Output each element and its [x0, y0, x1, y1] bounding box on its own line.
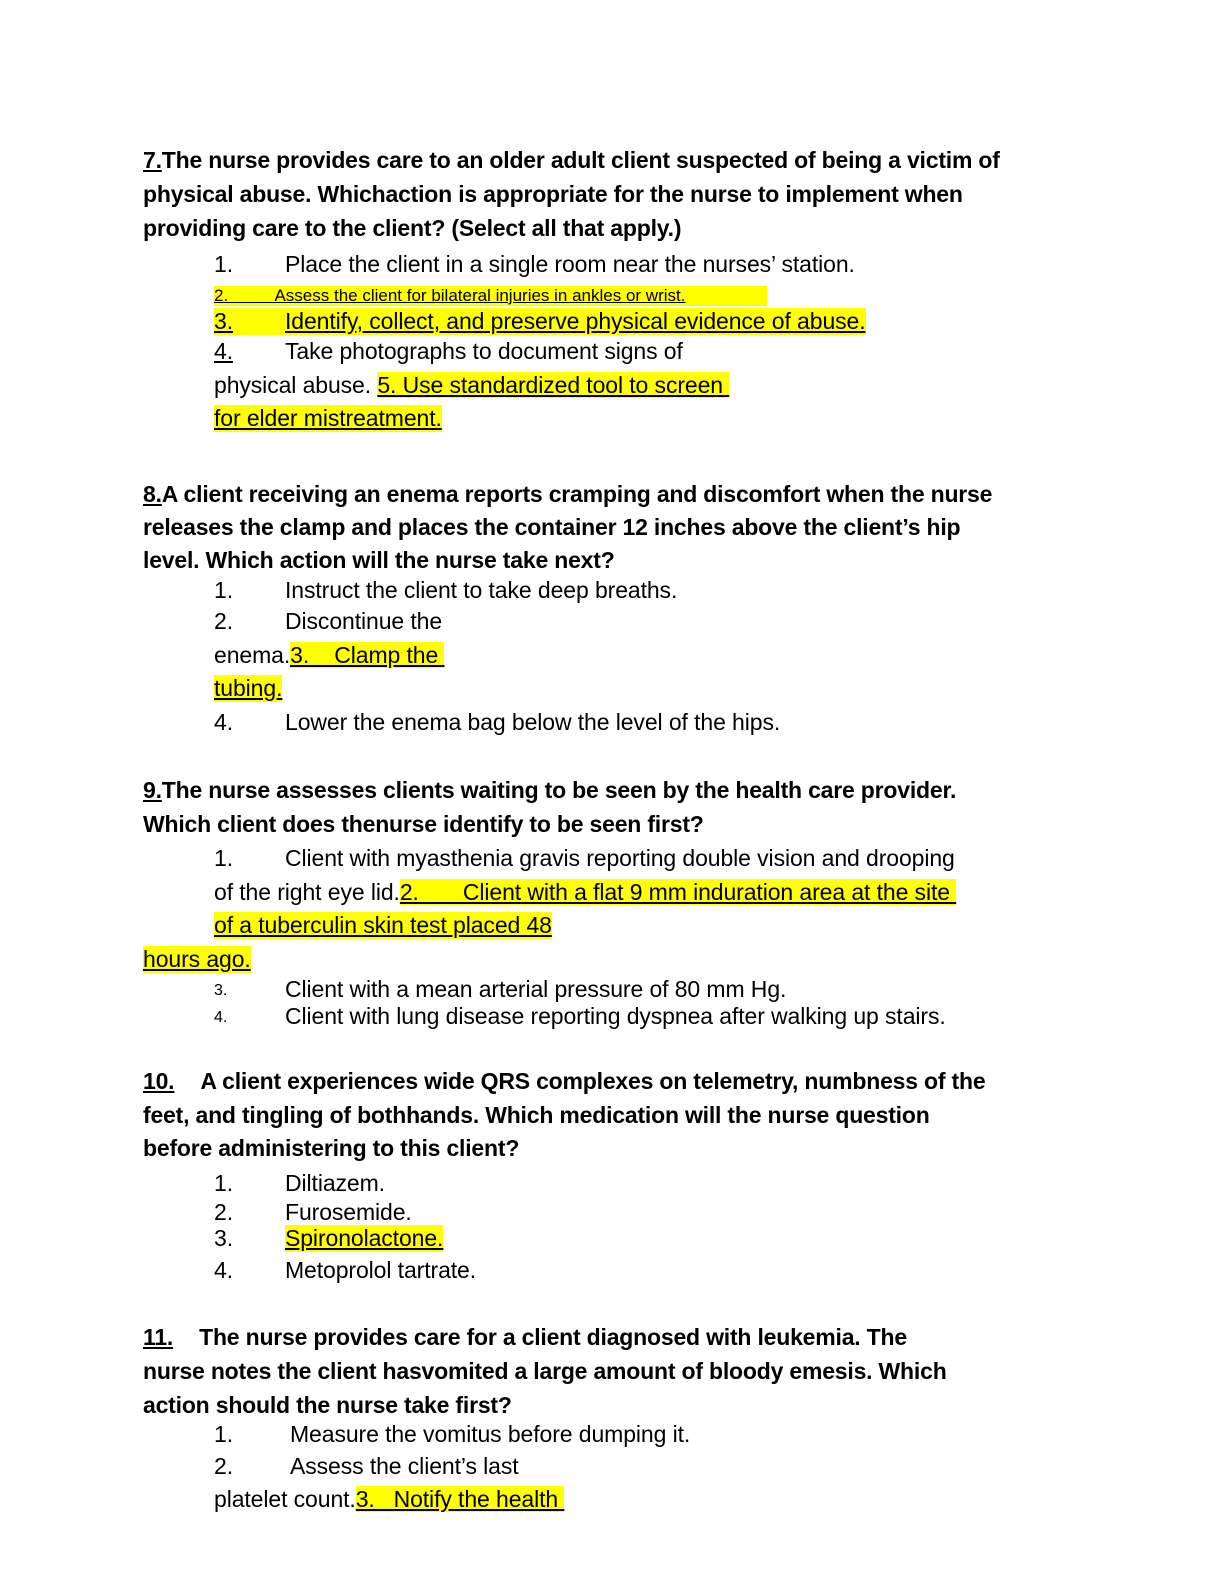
q10-option-2-number: 2. [214, 1199, 233, 1225]
q11-option-2-continued: platelet count.3. Notify the health [214, 1486, 565, 1512]
q11-option-1-text: Measure the vomitus before dumping it. [290, 1421, 691, 1447]
q9-option-3-number: 3. [214, 982, 228, 999]
q9-option-3-text: Client with a mean arterial pressure of 80 mm Hg. [285, 976, 787, 1002]
q11-option-3-line-1: 3. Notify the health [355, 1486, 565, 1512]
q8-option-2-text: Discontinue the [285, 608, 443, 634]
question-9-number: 9. [143, 777, 162, 803]
q7-option-3-number: 3. [214, 308, 285, 335]
question-9-line-2: Which client does thenurse identify to be seen first? [143, 811, 704, 837]
q10-option-3-number: 3. [214, 1225, 233, 1251]
q9-option-1-text: Client with myasthenia gravis reporting double vision and drooping [285, 845, 955, 871]
question-8-line-1: 8.A client receiving an enema reports cramping and discomfort when the nurse [143, 481, 993, 507]
q9-option-2-line-3: hours ago. [143, 946, 251, 972]
question-9-line-1: 9.The nurse assesses clients waiting to be seen by the health care provider. [143, 777, 957, 803]
q9-option-2-line-2: of a tuberculin skin test placed 48 [214, 912, 552, 938]
q8-option-3-line-1: 3. Clamp the [290, 642, 445, 668]
q7-option-4-continued: physical abuse. 5. Use standardized tool to screen [214, 372, 730, 398]
q8-option-2-number: 2. [214, 608, 233, 634]
q8-option-4-number: 4. [214, 709, 233, 735]
q8-option-1-number: 1. [214, 577, 233, 603]
question-8-line-3: level. Which action will the nurse take next? [143, 547, 615, 573]
q11-option-2-text: Assess the client’s last [290, 1453, 519, 1479]
q10-option-4-text: Metoprolol tartrate. [285, 1257, 477, 1283]
q7-option-1-number: 1. [214, 251, 233, 277]
q7-option-4-text: Take photographs to document signs of [285, 338, 683, 364]
q7-option-1-text: Place the client in a single room near the nurses’ station. [285, 251, 855, 277]
question-11-line-3: action should the nurse take first? [143, 1392, 512, 1418]
q9-option-2-line-1: 2. Client with a flat 9 mm induration area at the site [399, 879, 957, 905]
q7-option-4-number: 4. [214, 338, 233, 364]
question-10-line-1: 10. A client experiences wide QRS complexes on telemetry, numbness of the [143, 1068, 986, 1094]
question-11-line-2: nurse notes the client hasvomited a large amount of bloody emesis. Which [143, 1358, 947, 1384]
q7-option-3-text: Identify, collect, and preserve physical evidence of abuse. [285, 308, 866, 334]
question-11-number: 11. [143, 1324, 174, 1350]
q8-option-2-continued: enema.3. Clamp the [214, 642, 445, 668]
q8-option-3-line-2: tubing. [214, 675, 283, 701]
q9-option-4-number: 4. [214, 1009, 228, 1026]
question-10-line-2: feet, and tingling of bothhands. Which medication will the nurse question [143, 1102, 930, 1128]
q7-option-2: 2. Assess the client for bilateral injuries in ankles or wrist. [214, 286, 767, 306]
q9-option-4-text: Client with lung disease reporting dyspnea after walking up stairs. [285, 1003, 946, 1029]
q7-option-5-line-1: 5. Use standardized tool to screen [377, 372, 730, 398]
q11-option-2-number: 2. [214, 1453, 233, 1479]
question-8-number: 8. [143, 481, 162, 507]
q10-option-2-text: Furosemide. [285, 1199, 412, 1225]
question-11-line-1: 11. The nurse provides care for a client diagnosed with leukemia. The [143, 1324, 907, 1350]
question-7-line-2: physical abuse. Whichaction is appropriate for the nurse to implement when [143, 181, 963, 207]
q10-option-4-number: 4. [214, 1257, 233, 1283]
question-7-line-1: 7.The nurse provides care to an older adult client suspected of being a victim of [143, 147, 1000, 173]
question-7-number: 7. [143, 147, 162, 173]
question-7-line-3: providing care to the client? (Select all that apply.) [143, 215, 682, 241]
q10-option-1-number: 1. [214, 1170, 233, 1196]
q9-option-1-continued: of the right eye lid.2. Client with a flat 9 mm induration area at the site [214, 879, 957, 905]
q7-option-5-line-2: for elder mistreatment. [214, 405, 442, 431]
q11-option-1-number: 1. [214, 1421, 233, 1447]
q10-option-1-text: Diltiazem. [285, 1170, 385, 1196]
q10-option-3-text: Spironolactone. [285, 1225, 444, 1251]
q8-option-1-text: Instruct the client to take deep breaths. [285, 577, 678, 603]
question-8-line-2: releases the clamp and places the container 12 inches above the client’s hip [143, 514, 961, 540]
q8-option-4-text: Lower the enema bag below the level of the hips. [285, 709, 781, 735]
question-10-line-3: before administering to this client? [143, 1135, 520, 1161]
question-10-number: 10. [143, 1068, 175, 1094]
q9-option-1-number: 1. [214, 845, 233, 871]
